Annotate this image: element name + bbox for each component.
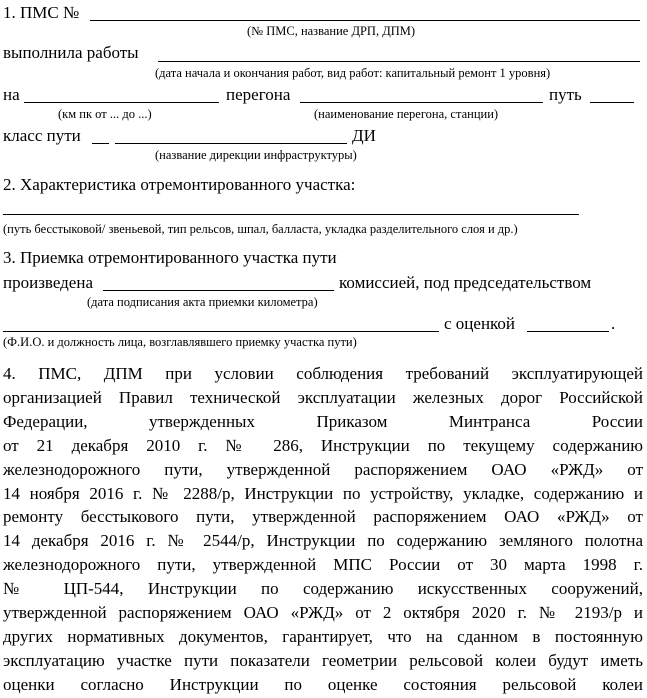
klass-field-line[interactable] (92, 143, 109, 144)
works-caption: (дата начала и окончания работ, вид работ: капитальный ремонт 1 уровня) (155, 66, 551, 80)
di-caption: (название дирекции инфраструктуры) (155, 148, 357, 162)
paragraph-line: 14 декабря 2016 г. № 2544/р, Инструкции по содержанию земляного полотна (3, 531, 643, 551)
chairman-caption: (Ф.И.О. и должность лица, возглавлявшего приемку участка пути) (3, 335, 357, 349)
paragraph-line: эксплуатацию участке пути показатели геометрии рельсовой колеи будут иметь (3, 650, 643, 670)
works-label: выполнила работы (3, 43, 139, 62)
end-dot: . (611, 314, 616, 333)
pms-label: 1. ПМС № (3, 3, 80, 22)
pms-caption: (№ ПМС, название ДРП, ДПМ) (247, 24, 416, 38)
paragraph-line: утвержденной распоряжением ОАО «РЖД» от 2 октября 2020 г. № 2193/р и (3, 603, 643, 623)
paragraph-line: ремонту бесстыкового пути, утвержденной распоряжением ОАО «РЖД» от (3, 507, 643, 527)
na-label: на (3, 85, 20, 104)
paragraph-line: железнодорожного пути, утвержденной МПС России от 30 марта 1998 г. (3, 555, 643, 575)
paragraph-line: Федерации, утвержденных Приказом Минтранса России (3, 411, 643, 431)
put-field-line[interactable] (590, 102, 634, 103)
peregon-label: перегона (226, 85, 291, 104)
paragraph-line: 14 ноября 2016 г. № 2288/р, Инструкции по устройству, укладке, содержанию и (3, 483, 643, 503)
di-field-line[interactable] (115, 143, 347, 144)
ocenka-field-line[interactable] (527, 331, 609, 332)
paragraph-line: № ЦП-544, Инструкции по содержанию искусственных сооружений, (3, 579, 643, 599)
paragraph-line: других нормативных документов, гарантирует, что на сданном в постоянную (3, 626, 643, 646)
peregon-caption: (наименование перегона, станции) (314, 107, 499, 121)
ocenka-label: с оценкой (444, 314, 516, 333)
peregon-field-line[interactable] (300, 102, 543, 103)
characteristics-caption: (путь бесстыковой/ звеньевой, тип рельсов, шпал, балласта, укладка разделительного слоя и др.) (3, 222, 518, 236)
works-field-line[interactable] (158, 61, 640, 62)
acceptance-date-caption: (дата подписания акта приемки километра) (87, 295, 318, 309)
acceptance-date-field-line[interactable] (103, 290, 334, 291)
section3-heading: 3. Приемка отремонтированного участка пути (3, 248, 337, 267)
paragraph-line: железнодорожного пути, утвержденной распоряжением ОАО «РЖД» от (3, 459, 643, 479)
paragraph-line: организацией Правил технической эксплуатации железных дорог Российской (3, 387, 643, 407)
paragraph-line: 4. ПМС, ДПМ при условии соблюдения требований эксплуатирующей (3, 364, 643, 383)
characteristics-field-line[interactable] (3, 214, 579, 215)
proizvedena-label: произведена (3, 273, 93, 292)
put-label: путь (549, 85, 582, 104)
paragraph-line: оценки согласно Инструкции по оценке состояния рельсовой колеи (3, 674, 643, 694)
km-field-line[interactable] (24, 102, 219, 103)
section2-heading: 2. Характеристика отремонтированного участка: (3, 175, 356, 194)
km-caption: (км пк от ... до ...) (58, 107, 152, 121)
section4-paragraph (3, 362, 643, 697)
chairman-field-line[interactable] (3, 331, 439, 332)
komissiey-label: комиссией, под председательством (339, 273, 592, 292)
pms-field-line[interactable] (90, 20, 640, 21)
paragraph-line: от 21 декабря 2010 г. № 286, Инструкции по текущему содержанию (3, 435, 643, 455)
di-label: ДИ (352, 126, 376, 145)
klass-label: класс пути (3, 126, 81, 145)
